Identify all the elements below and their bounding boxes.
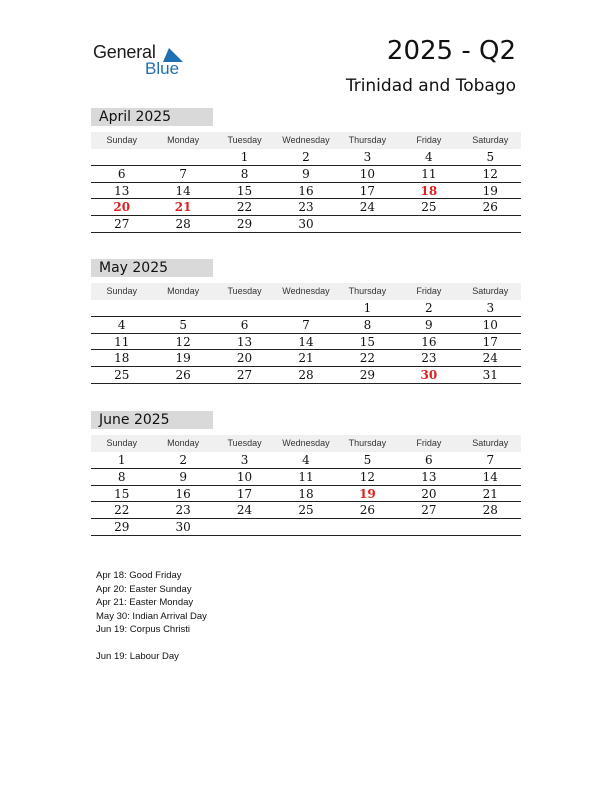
day-cell: 25 bbox=[298, 503, 314, 518]
day-cell: 21 bbox=[482, 486, 498, 501]
day-cell: 1 bbox=[363, 301, 372, 315]
holiday-item: Apr 21: Easter Monday bbox=[96, 597, 194, 608]
day-cell: 11 bbox=[298, 469, 314, 484]
week-row bbox=[91, 502, 521, 519]
day-cell: 30 bbox=[175, 520, 191, 535]
day-cell: 2 bbox=[302, 150, 310, 164]
weekday-label: Tuesday bbox=[227, 286, 262, 296]
day-cell: 9 bbox=[425, 317, 433, 332]
week-row bbox=[91, 486, 521, 503]
day-cell bbox=[214, 300, 275, 316]
day-cell: 4 bbox=[425, 150, 433, 164]
weekday-label: Monday bbox=[167, 286, 200, 296]
day-cell: 8 bbox=[363, 317, 372, 332]
day-cell: 27 bbox=[114, 217, 130, 232]
day-cell: 1 bbox=[117, 453, 126, 467]
day-cell: 11 bbox=[114, 334, 130, 349]
day-cell: 10 bbox=[482, 317, 498, 332]
day-cell: 20 bbox=[236, 351, 253, 366]
weekday-label: Thursday bbox=[348, 286, 387, 296]
day-cell: 21 bbox=[298, 351, 314, 366]
weekday-label: Sunday bbox=[106, 135, 137, 145]
week-row bbox=[91, 334, 521, 351]
day-cell: 16 bbox=[298, 183, 314, 198]
day-cell: 29 bbox=[236, 217, 253, 232]
weeks bbox=[91, 452, 521, 536]
weekday-label: Sunday bbox=[106, 286, 137, 296]
week-row bbox=[91, 199, 521, 216]
weekday-label: Tuesday bbox=[227, 135, 262, 145]
logo-word-general: General bbox=[93, 42, 156, 62]
day-cell: 19 bbox=[359, 486, 376, 501]
day-cell bbox=[91, 300, 152, 316]
day-cell: 8 bbox=[117, 469, 126, 484]
day-cell: 5 bbox=[486, 150, 495, 164]
day-cell: 12 bbox=[359, 469, 376, 484]
day-cell: 9 bbox=[302, 166, 310, 181]
day-cell: 22 bbox=[114, 503, 130, 518]
weekday-label: Friday bbox=[416, 135, 442, 145]
week-row bbox=[91, 350, 521, 367]
day-cell: 16 bbox=[421, 334, 437, 349]
logo bbox=[93, 40, 193, 80]
day-cell: 23 bbox=[421, 351, 437, 366]
weekday-label: Monday bbox=[167, 135, 200, 145]
day-cell: 30 bbox=[420, 368, 438, 383]
country-name: Trinidad and Tobago bbox=[345, 76, 516, 96]
day-cell: 28 bbox=[175, 217, 191, 232]
holiday-item: May 30: Indian Arrival Day bbox=[96, 610, 207, 622]
week-row bbox=[91, 519, 521, 536]
day-cell: 29 bbox=[114, 520, 130, 535]
day-cell: 30 bbox=[298, 217, 314, 232]
day-cell: 3 bbox=[240, 453, 249, 467]
day-cell: 13 bbox=[236, 334, 253, 349]
weekday-label: Monday bbox=[167, 438, 200, 448]
day-cell bbox=[275, 519, 336, 535]
weeks bbox=[91, 300, 521, 384]
weekday-label: Friday bbox=[416, 438, 442, 448]
weeks bbox=[91, 149, 521, 233]
day-cell: 7 bbox=[302, 317, 310, 332]
day-cell: 25 bbox=[421, 200, 437, 215]
day-cell: 5 bbox=[179, 317, 187, 332]
holiday-list bbox=[96, 569, 207, 664]
logo-word-blue: Blue bbox=[145, 59, 180, 78]
day-cell: 21 bbox=[174, 200, 192, 215]
day-cell bbox=[152, 300, 213, 316]
day-cell: 26 bbox=[175, 368, 191, 383]
holiday-item: Apr 18: Good Friday bbox=[96, 570, 182, 581]
week-row bbox=[91, 149, 521, 166]
day-cell: 4 bbox=[302, 453, 310, 467]
day-cell: 12 bbox=[175, 334, 191, 349]
week-row bbox=[91, 166, 521, 183]
weekday-header-row bbox=[91, 283, 521, 300]
week-row bbox=[91, 300, 521, 317]
week-row bbox=[91, 452, 521, 469]
day-cell: 16 bbox=[175, 486, 191, 501]
day-cell: 27 bbox=[421, 503, 437, 518]
weekday-label: Wednesday bbox=[282, 135, 330, 145]
day-cell: 5 bbox=[363, 453, 372, 467]
week-row bbox=[91, 469, 521, 486]
day-cell: 25 bbox=[114, 368, 130, 383]
day-cell bbox=[214, 519, 275, 535]
day-cell bbox=[398, 519, 459, 535]
holiday-item: Jun 19: Labour Day bbox=[96, 651, 179, 662]
day-cell: 22 bbox=[359, 351, 376, 366]
day-cell: 7 bbox=[486, 453, 495, 467]
month-label: May 2025 bbox=[91, 259, 213, 277]
day-cell: 15 bbox=[359, 334, 376, 349]
weekday-label: Wednesday bbox=[282, 438, 330, 448]
weekday-label: Friday bbox=[416, 286, 442, 296]
day-cell: 27 bbox=[236, 368, 253, 383]
day-cell: 13 bbox=[421, 469, 437, 484]
day-cell: 15 bbox=[236, 183, 253, 198]
weekday-label: Saturday bbox=[472, 135, 509, 145]
day-cell: 24 bbox=[236, 503, 253, 518]
day-cell: 28 bbox=[482, 503, 498, 518]
day-cell: 20 bbox=[421, 486, 437, 501]
day-cell: 18 bbox=[420, 183, 438, 198]
day-cell bbox=[460, 519, 521, 535]
weekday-label: Wednesday bbox=[282, 286, 330, 296]
day-cell: 2 bbox=[425, 301, 433, 315]
day-cell: 19 bbox=[175, 351, 191, 366]
month-april bbox=[91, 108, 521, 233]
day-cell: 28 bbox=[298, 368, 314, 383]
day-cell bbox=[91, 149, 152, 165]
day-cell: 4 bbox=[117, 317, 126, 332]
day-cell: 9 bbox=[179, 469, 187, 484]
weekday-label: Tuesday bbox=[227, 438, 262, 448]
day-cell bbox=[337, 519, 398, 535]
weekday-label: Saturday bbox=[472, 438, 509, 448]
day-cell: 23 bbox=[175, 503, 191, 518]
day-cell: 14 bbox=[298, 334, 314, 349]
day-cell: 6 bbox=[240, 317, 249, 332]
day-cell: 24 bbox=[359, 200, 376, 215]
day-cell: 17 bbox=[236, 486, 253, 501]
day-cell: 26 bbox=[359, 503, 376, 518]
day-cell: 11 bbox=[421, 166, 437, 181]
day-cell: 6 bbox=[117, 166, 126, 181]
day-cell: 18 bbox=[114, 351, 130, 366]
day-cell: 7 bbox=[179, 166, 187, 181]
weekday-label: Saturday bbox=[472, 286, 509, 296]
week-row bbox=[91, 367, 521, 384]
day-cell: 12 bbox=[482, 166, 498, 181]
day-cell: 15 bbox=[114, 486, 130, 501]
month-label: April 2025 bbox=[91, 108, 213, 126]
week-row bbox=[91, 183, 521, 200]
day-cell: 23 bbox=[298, 200, 314, 215]
day-cell bbox=[152, 149, 213, 165]
month-label: June 2025 bbox=[91, 411, 213, 429]
day-cell: 6 bbox=[425, 453, 433, 467]
day-cell bbox=[275, 300, 336, 316]
day-cell: 14 bbox=[482, 469, 498, 484]
weekday-header-row bbox=[91, 132, 521, 149]
week-row bbox=[91, 216, 521, 233]
day-cell: 18 bbox=[298, 486, 314, 501]
day-cell: 10 bbox=[236, 469, 253, 484]
day-cell: 1 bbox=[240, 150, 249, 164]
day-cell bbox=[337, 216, 398, 232]
weekday-header-row bbox=[91, 435, 521, 452]
day-cell: 17 bbox=[482, 334, 498, 349]
day-cell: 14 bbox=[175, 183, 191, 198]
day-cell: 19 bbox=[482, 183, 498, 198]
page-title: 2025 - Q2 bbox=[386, 36, 516, 66]
day-cell: 17 bbox=[359, 183, 376, 198]
month-june bbox=[91, 411, 521, 536]
holiday-item: Jun 19: Corpus Christi bbox=[96, 624, 190, 635]
month-may bbox=[91, 259, 521, 384]
day-cell: 26 bbox=[482, 200, 498, 215]
day-cell: 13 bbox=[114, 183, 130, 198]
day-cell: 10 bbox=[359, 166, 376, 181]
day-cell: 31 bbox=[482, 368, 498, 383]
weekday-label: Thursday bbox=[348, 438, 387, 448]
day-cell: 3 bbox=[363, 150, 372, 164]
week-row bbox=[91, 317, 521, 334]
day-cell: 2 bbox=[179, 453, 187, 467]
weekday-label: Thursday bbox=[348, 135, 387, 145]
day-cell: 3 bbox=[486, 301, 495, 315]
day-cell: 8 bbox=[240, 166, 249, 181]
holiday-item: Apr 20: Easter Sunday bbox=[96, 583, 192, 595]
day-cell: 24 bbox=[482, 351, 498, 366]
day-cell: 20 bbox=[113, 200, 131, 215]
day-cell bbox=[398, 216, 459, 232]
day-cell: 22 bbox=[236, 200, 253, 215]
day-cell: 29 bbox=[359, 368, 376, 383]
day-cell bbox=[460, 216, 521, 232]
weekday-label: Sunday bbox=[106, 438, 137, 448]
